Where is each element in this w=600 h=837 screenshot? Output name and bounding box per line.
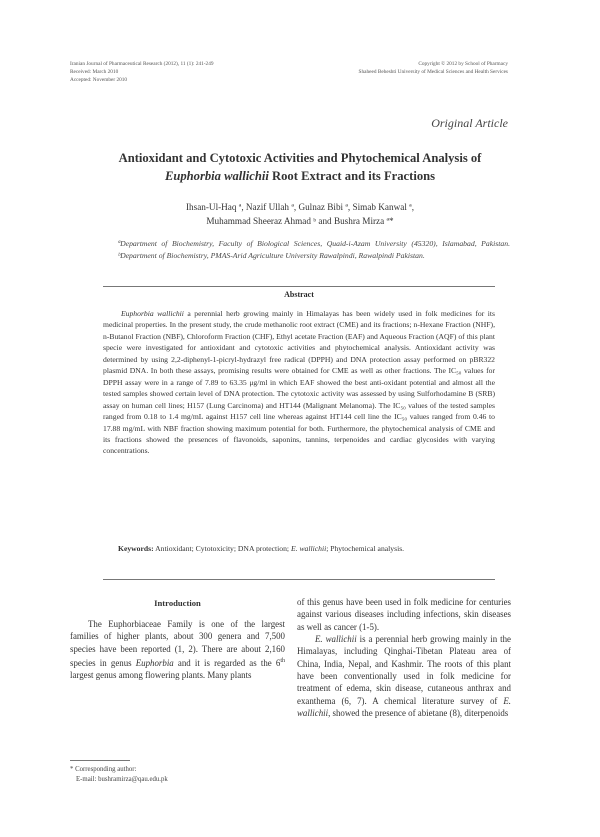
abstract-body: a perennial herb growing mainly in Himalayas has been widely used in folk medicines for its medicinal properties. In the present study, the crude methanolic root extract (CME) and its fractions; n-Hexane Fraction (NHF), n-Butanol Fraction (NBF), Chloroform Fraction (CHF), Ethyl acetate Fraction (EAF) and Aqueous Fraction (AQF) of this plant specie were investigated for antioxidant and cytotoxic activities and phytochemical analysis. Antioxidant activity was determined by using 2,2-diphenyl-1-picryl-hydrazyl free radical (DPPH) and DNA protection assay performed on pBR322 plasmid DNA. In both these assays, promising results were obtained for CME as well as other fractions. The IC₅₀ values for DPPH assay were in a range of 7.89 to 63.35 μg/ml in which EAF showed the best anti-oxidant potential and almost all the tested samples showed certain level of DNA protection. The cytotoxic activity was assessed by using Sulforhodamine B (SRB) assay on human cell lines; H157 (Lung Carcinoma) and HT144 (Malignant Melanoma). The IC₅₀ values of the tested samples ranged from 0.18 to 1.4 mg/mL against H157 cell line whereas against HT144 cell line the IC₅₀ values ranged from 0.46 to 17.88 mg/mL with NBF fraction showing maximum potential for both. Furthermore, the phytochemical analysis of CME and its fractions showed the presences of flavonoids, saponins, tannins, terpenoides and cardiac glycosides with varying concentrations. bbox=[103, 309, 495, 456]
intro-continuation: of this genus have been used in folk medicine for centuries against various diseases including infections, skin diseases as well as cancer (1-5). bbox=[297, 597, 511, 632]
accepted-date: Accepted: November 2010 bbox=[70, 77, 128, 83]
intro-p2-species-2: E. wallichii bbox=[297, 695, 511, 719]
authors-line-2: Muhammad Sheeraz Ahmad ᵇ and Bushra Mirza ª* bbox=[206, 216, 394, 226]
keywords-species: E. wallichii bbox=[290, 544, 327, 553]
right-column bbox=[297, 596, 511, 719]
intro-p2-species: E. wallichii bbox=[315, 634, 357, 645]
keywords-after: ; Phytochemical analysis. bbox=[326, 544, 405, 553]
introduction-heading: Introduction bbox=[154, 598, 201, 608]
journal-header-right bbox=[359, 60, 508, 76]
intro-p2-part-b: , showed the presence of abietane (8), diterpenoids bbox=[328, 708, 509, 719]
intro-p1-part-a: The Euphorbiaceae Family is one of the largest families of higher plants, about 300 genera and 7,500 species have been reported (1, 2). There are about 2,160 species in genus bbox=[70, 619, 285, 668]
intro-paragraph-1 bbox=[70, 618, 285, 682]
footnote bbox=[70, 765, 168, 785]
corresponding-author: * Corresponding author: bbox=[70, 766, 137, 773]
left-column bbox=[70, 594, 285, 682]
received-date: Received: March 2010 bbox=[70, 69, 119, 75]
intro-p2-part-a: is a perennial herb growing mainly in the Himalayas, including Qinghai-Tibetan Plateau area of China, India, Nepal, and Kashmir. The roots of this plant have been conventionally used in folk medicine for treatment of edema, skin disease, cutaneous anthrax and exanthema (6, 7). A chemical literature survey of bbox=[297, 634, 512, 706]
paper-title bbox=[70, 149, 530, 185]
title-line-2-rest: Root Extract and its Fractions bbox=[268, 169, 436, 183]
abstract-bottom-rule bbox=[103, 579, 495, 580]
article-type: Original Article bbox=[431, 116, 508, 130]
affiliations: ªDepartment of Biochemistry, Faculty of Biological Sciences, Quaid-i-Azam University (45320), Islamabad, Pakistan. ᵇDepartment of Biochemistry, PMAS-Arid Agriculture University Rawalpindi, Rawalpindi Pakistan. bbox=[118, 239, 510, 260]
author-email: E-mail: bushramirza@qau.edu.pk bbox=[76, 776, 168, 783]
journal-citation: Iranian Journal of Pharmaceutical Research (2012), 11 (1): 241-249 bbox=[70, 61, 214, 67]
intro-p1-part-c: largest genus among flowering plants. Many plants bbox=[70, 670, 252, 681]
copyright-line: Copyright © 2012 by School of Pharmacy bbox=[418, 61, 508, 67]
intro-genus: Euphorbia bbox=[135, 658, 174, 668]
keywords-before: Antioxidant; Cytotoxicity; DNA protection; bbox=[153, 544, 291, 553]
title-species: Euphorbia wallichii bbox=[164, 169, 269, 183]
abstract-species: Euphorbia wallichii bbox=[121, 309, 184, 318]
authors-line-1: Ihsan-Ul-Haq ª, Nazif Ullah ª, Gulnaz Bibi ª, Simab Kanwal ª, bbox=[185, 202, 415, 212]
author-list bbox=[70, 200, 530, 228]
intro-paragraph-2 bbox=[297, 633, 511, 719]
abstract-top-rule bbox=[103, 286, 495, 287]
journal-header-left bbox=[70, 60, 214, 84]
institution-line: Shaheed Beheshti University of Medical Sciences and Health Services bbox=[358, 69, 508, 75]
intro-p1-part-b: and it is regarded as the 6 bbox=[173, 658, 281, 668]
footnote-rule bbox=[70, 760, 130, 761]
abstract-heading: Abstract bbox=[284, 290, 314, 299]
title-line-1: Antioxidant and Cytotoxic Activities and Phytochemical Analysis of bbox=[118, 151, 482, 165]
title-line-2 bbox=[70, 167, 530, 185]
keywords-label: Keywords: bbox=[118, 544, 154, 553]
keywords bbox=[118, 543, 495, 555]
abstract-text bbox=[103, 308, 495, 457]
intro-superscript: th bbox=[280, 658, 285, 665]
